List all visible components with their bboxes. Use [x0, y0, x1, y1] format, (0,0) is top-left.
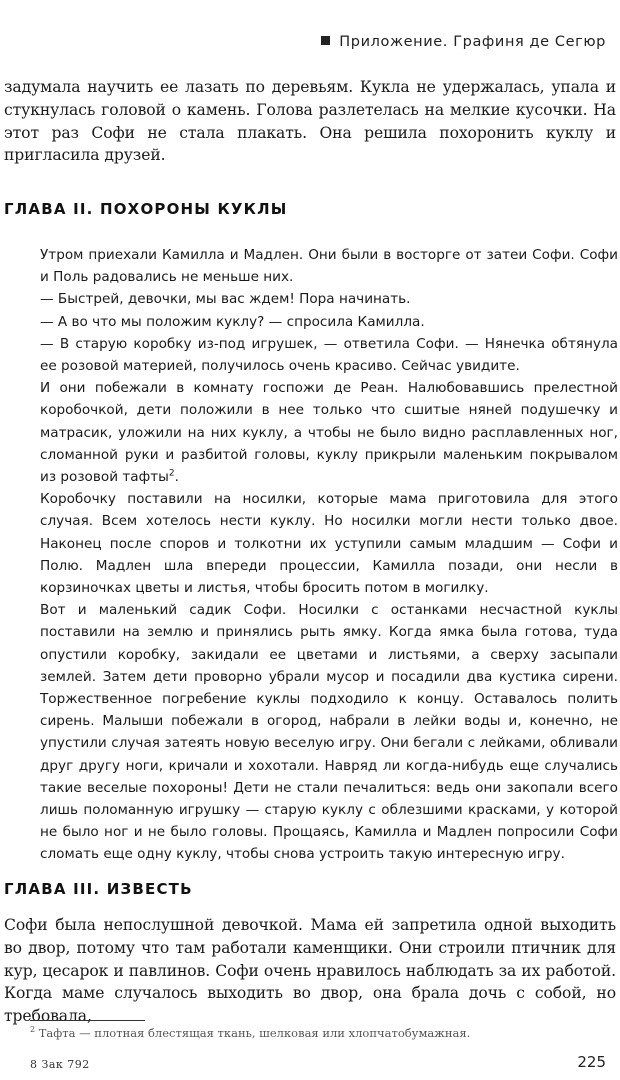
- intro-paragraph: задумала научить ее лазать по деревьям. Кукла не удержалась, упала и стукнулась головой о камень. Голова разлетелась на мелкие кусочки. На этот раз Софи не стала плакать. Она решила похоронить куклу и пригласила друзей.: [4, 78, 616, 165]
- footnote-mark: 2: [30, 1025, 36, 1034]
- footnote-text: Тафта — плотная блестящая ткань, шелковая или хлопчатобумажная.: [38, 1025, 471, 1040]
- paragraph-text: И они побежали в комнату госпожи де Реан. Налюбовавшись прелестной коробочкой, дети положили в нее только что сшитые няней подушечку и матрасик, уложили на них куклу, а чтобы не было видно расплавленных ног, сломанной руки и разбитой головы, куклу прикрыли маленьким покрывалом из розовой тафты: [40, 380, 618, 486]
- dialogue-line: — А во что мы положим куклу? — спросила Камилла.: [40, 313, 425, 330]
- paragraph: Утром приехали Камилла и Мадлен. Они были в восторге от затеи Софи. Софи и Поль радовались не меньше них.: [40, 247, 618, 286]
- chapter-2-title: ГЛАВА II. ПОХОРОНЫ КУКЛЫ: [4, 200, 288, 218]
- chapter-3-title: ГЛАВА III. ИЗВЕСТЬ: [4, 880, 193, 898]
- chapter-2-body: [40, 244, 618, 866]
- footnote-reference: 2: [168, 468, 175, 479]
- footnote: [30, 1025, 610, 1040]
- print-signature: 8 Зак 792: [30, 1058, 90, 1071]
- square-bullet-icon: [321, 36, 330, 45]
- dialogue-line: — Быстрей, девочки, мы вас ждем! Пора начинать.: [40, 291, 411, 308]
- running-header: [321, 34, 606, 50]
- page-number: 225: [577, 1053, 606, 1071]
- paragraph: Коробочку поставили на носилки, которые мама приготовила для этого случая. Всем хотелось нести куклу. Но носилки могли нести только двое. Наконец после споров и толкотни их уступили самым младшим — Софи и Полю. Мадлен шла впереди процессии, Камилла позади, они несли в корзиночках цветы и листья, чтобы бросить потом в могилку.: [40, 491, 618, 597]
- paragraph: Вот и маленький садик Софи. Носилки с останками несчастной куклы поставили на землю и принялись рыть ямку. Когда ямка была готова, туда опустили коробку, закидали ее цветами и листьями, а сверху засыпали землей. Затем дети проворно убрали мусор и посадили два кустика сирени. Торжественное погребение куклы подходило к концу. Оставалось полить сирень. Малыши побежали в огород, набрали в лейки воды и, конечно, не упустили случая затеять новую веселую игру. Они бегали с лейками, обливали друг другу ноги, кричали и хохотали. Навряд ли когда-нибудь еще случались такие веселые похороны! Дети не стали печалиться: ведь они закопали всего лишь поломанную игрушку — старую куклу с облезшими красками, у которой не было ног и не было головы. Прощаясь, Камилла и Мадлен попросили Софи сломать еще одну куклу, чтобы снова устроить такую интересную игру.: [40, 602, 618, 863]
- chapter-3-paragraph: Софи была непослушной девочкой. Мама ей запретила одной выходить во двор, потому что там работали каменщики. Они строили птичник для кур, цесарок и павлинов. Софи очень нравилось наблюдать за их работой. Когда маме случалось выходить во двор, она брала дочь с собой, но требовала,: [4, 916, 616, 1026]
- footnote-divider: [30, 1020, 145, 1021]
- paragraph: [40, 377, 618, 488]
- footnote-reference-tail: .: [174, 469, 179, 486]
- dialogue-line: — В старую коробку из-под игрушек, — ответила Софи. — Нянечка обтянула ее розовой материей, получилось очень красиво. Сейчас увидите.: [40, 335, 618, 375]
- running-title: Приложение. Графиня де Сегюр: [339, 34, 606, 50]
